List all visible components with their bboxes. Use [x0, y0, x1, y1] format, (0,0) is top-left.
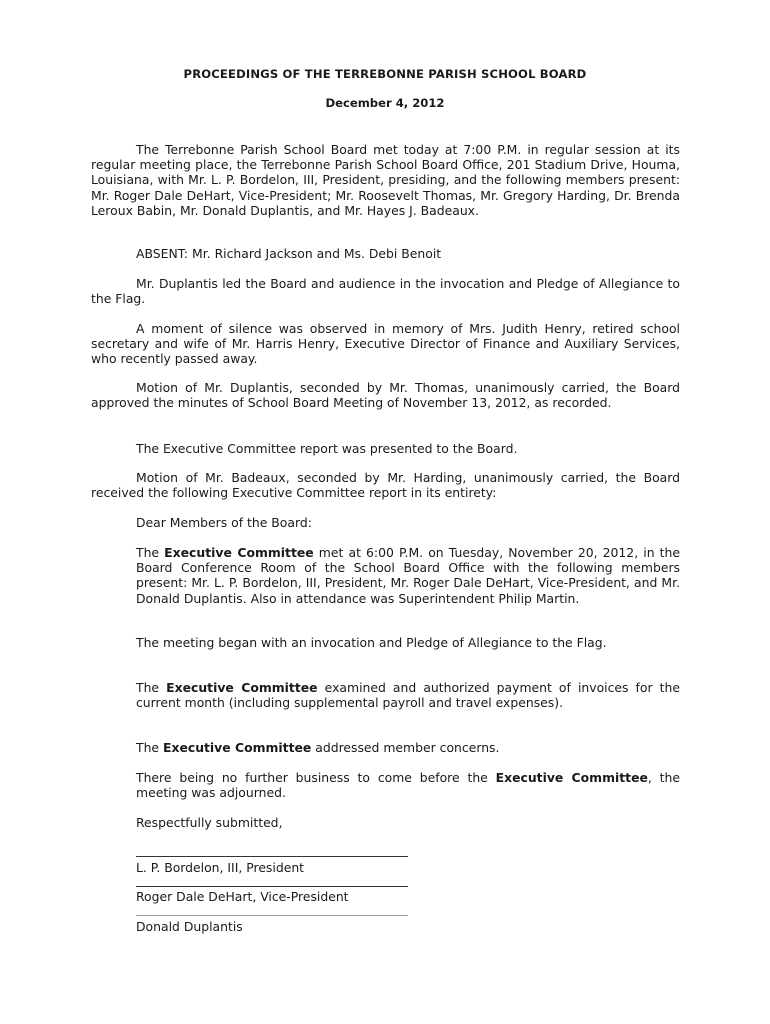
signature-line [136, 915, 408, 916]
report-paragraph-invoices: The Executive Committee examined and authorized payment of invoices for the current month (including supplemental payroll and travel expenses). [136, 680, 681, 711]
report-closing: Respectfully submitted, [136, 815, 283, 830]
report-paragraph-concerns: The Executive Committee addressed member concerns. [136, 740, 500, 755]
exec-report-paragraph: The Executive Committee report was presented to the Board. [136, 441, 518, 456]
signature-line [136, 886, 408, 887]
committee-name: Executive Committee [166, 680, 318, 695]
committee-name: Executive Committee [495, 770, 648, 785]
report-paragraph-adjourned: There being no further business to come before the Executive Committee, the meeting was adjourned. [136, 770, 681, 801]
report-paragraph-meeting: The Executive Committee met at 6:00 P.M. on Tuesday, November 20, 2012, in the Board Conference Room of the School Board Office with the following members present: Mr. L. P. Bordelon, III, President, Mr. Roger Dale DeHart, Vice-President, and Mr. Donald Duplantis. Also in attendance was Superintendent Philip Martin. [136, 545, 681, 606]
signature-president: L. P. Bordelon, III, President [136, 860, 305, 875]
signature-line [136, 856, 408, 857]
report-paragraph-invocation: The meeting began with an invocation and Pledge of Allegiance to the Flag. [136, 635, 607, 650]
invocation-paragraph: Mr. Duplantis led the Board and audience in the invocation and Pledge of Allegiance to the Flag. [91, 276, 680, 307]
committee-name: Executive Committee [164, 545, 314, 560]
document-title: PROCEEDINGS OF THE TERREBONNE PARISH SCHOOL BOARD [183, 67, 587, 81]
signature-vice-president: Roger Dale DeHart, Vice-President [136, 889, 349, 904]
report-motion-paragraph: Motion of Mr. Badeaux, seconded by Mr. Harding, unanimously carried, the Board received the following Executive Committee report in its entirety: [91, 470, 680, 501]
report-salutation: Dear Members of the Board: [136, 515, 312, 530]
absent-paragraph: ABSENT: Mr. Richard Jackson and Ms. Debi Benoit [136, 246, 442, 261]
intro-paragraph: The Terrebonne Parish School Board met today at 7:00 P.M. in regular session at its regular meeting place, the Terrebonne Parish School Board Office, 201 Stadium Drive, Houma, Louisiana, with Mr. L. P. Bordelon, III, President, presiding, and the following members present: Mr. Roger Dale DeHart, Vice-President; Mr. Roosevelt Thomas, Mr. Gregory Harding, Dr. Brenda Leroux Babin, Mr. Donald Duplantis, and Mr. Hayes J. Badeaux. [91, 142, 680, 218]
meeting-date: December 4, 2012 [325, 96, 445, 110]
committee-name: Executive Committee [162, 740, 312, 755]
signature-member: Donald Duplantis [136, 919, 243, 934]
minutes-motion-paragraph: Motion of Mr. Duplantis, seconded by Mr. Thomas, unanimously carried, the Board approved the minutes of School Board Meeting of November 13, 2012, as recorded. [91, 380, 680, 411]
silence-paragraph: A moment of silence was observed in memory of Mrs. Judith Henry, retired school secretary and wife of Mr. Harris Henry, Executive Director of Finance and Auxiliary Services, who recently passed away. [91, 321, 680, 367]
